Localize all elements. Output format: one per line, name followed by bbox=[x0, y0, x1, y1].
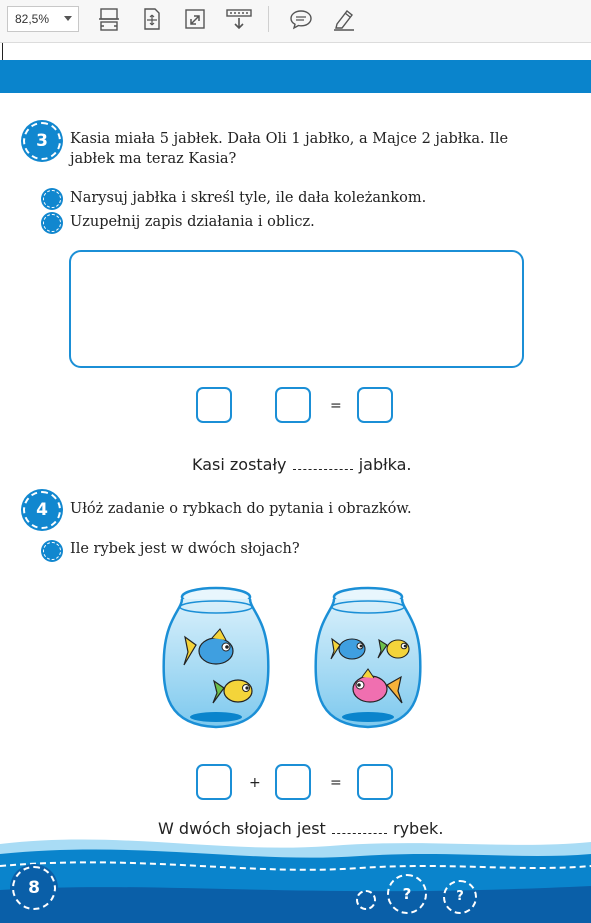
task-3-answer-blank[interactable] bbox=[293, 455, 353, 470]
equals-sign: = bbox=[330, 775, 342, 791]
fit-page-icon[interactable] bbox=[141, 7, 163, 31]
drawing-area[interactable] bbox=[69, 250, 524, 368]
task-3-instruction-2: Uzupełnij zapis działania i oblicz. bbox=[70, 214, 315, 230]
task-3-answer-prefix: Kasi zostały bbox=[192, 455, 287, 474]
help-button[interactable]: ? bbox=[387, 874, 427, 914]
zoom-select[interactable] bbox=[7, 6, 79, 32]
toolbar-divider bbox=[268, 6, 269, 32]
task-4-instruction: Ile rybek jest w dwóch słojach? bbox=[70, 541, 300, 557]
task-4-question: Ułóż zadanie o rybkach do pytania i obrazków. bbox=[70, 501, 412, 517]
fullscreen-icon[interactable] bbox=[184, 7, 206, 31]
comment-icon[interactable] bbox=[289, 7, 313, 31]
page-header-bar bbox=[0, 60, 591, 93]
task-4-answer-prefix: W dwóch słojach jest bbox=[158, 819, 326, 838]
highlight-icon[interactable] bbox=[332, 7, 356, 31]
zoom-value: 82,5% bbox=[15, 12, 50, 26]
help-small-button[interactable]: ? bbox=[443, 880, 477, 914]
task-3-answer-sentence bbox=[192, 455, 412, 474]
equation-box-1[interactable] bbox=[196, 387, 232, 423]
task-3-number-badge: 3 bbox=[23, 122, 61, 160]
task-3-instruction-1: Narysuj jabłka i skreśl tyle, ile dała koleżankom. bbox=[70, 190, 427, 206]
bullet-icon bbox=[43, 542, 61, 560]
sum-result-box[interactable] bbox=[357, 764, 393, 800]
plus-sign: + bbox=[249, 775, 261, 791]
task-3-answer-suffix: jabłka. bbox=[358, 455, 412, 474]
equation-result-box[interactable] bbox=[357, 387, 393, 423]
fit-width-icon[interactable] bbox=[98, 7, 120, 31]
fish-jar-2-image bbox=[312, 585, 424, 730]
sum-box-1[interactable] bbox=[196, 764, 232, 800]
download-icon[interactable] bbox=[226, 7, 252, 31]
text-cursor bbox=[2, 43, 3, 60]
loading-spinner-icon bbox=[356, 890, 376, 910]
footer-wave bbox=[0, 820, 591, 923]
task-4-answer-suffix: rybek. bbox=[393, 819, 444, 838]
page-number-badge: 8 bbox=[12, 866, 56, 910]
task-3-question: Kasia miała 5 jabłek. Dała Oli 1 jabłko, a Majce 2 jabłka. Ile jabłek ma teraz Kasia? bbox=[70, 131, 509, 167]
task-4-number-badge: 4 bbox=[23, 491, 61, 529]
viewer-toolbar bbox=[0, 0, 591, 43]
fish-jar-1-image bbox=[160, 585, 272, 730]
sum-box-2[interactable] bbox=[275, 764, 311, 800]
bullet-icon bbox=[43, 214, 61, 232]
chevron-down-icon bbox=[64, 16, 72, 21]
bullet-icon bbox=[43, 190, 61, 208]
equation-box-2[interactable] bbox=[275, 387, 311, 423]
equals-sign: = bbox=[330, 398, 342, 414]
